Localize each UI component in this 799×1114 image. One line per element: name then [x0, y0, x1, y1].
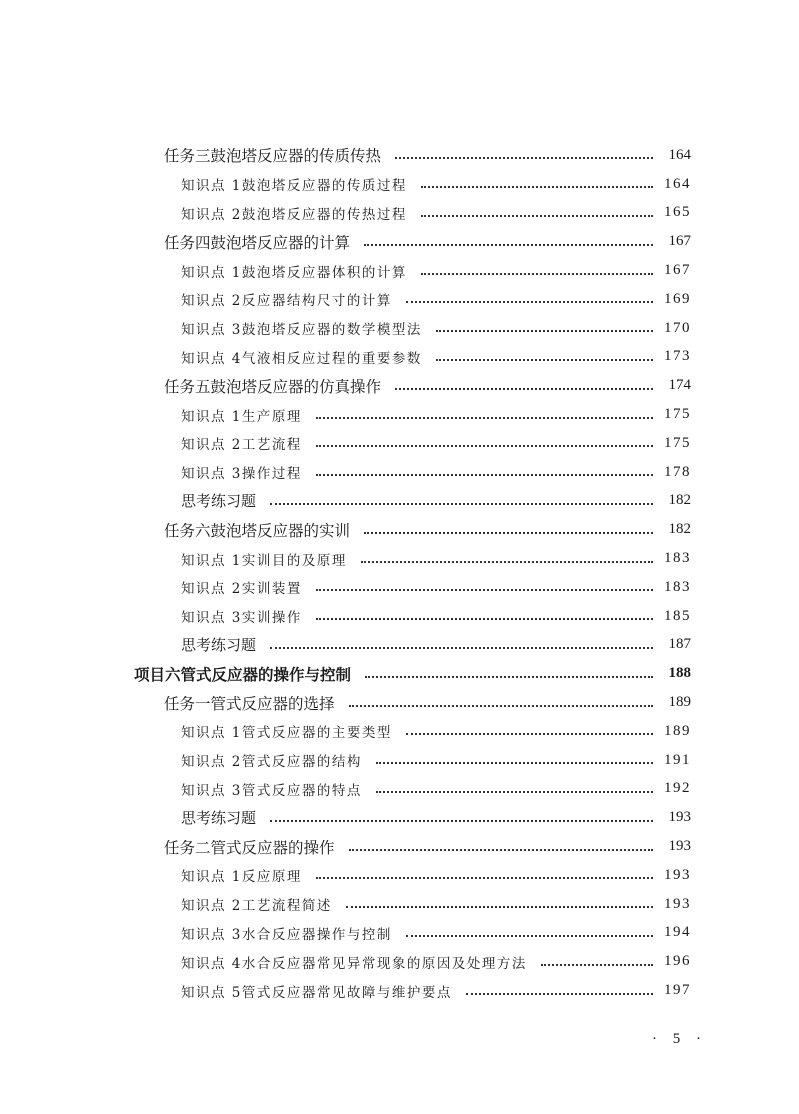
toc-entry-number: 知识点 1: [181, 264, 242, 281]
toc-entry-number: 知识点 3: [181, 610, 242, 627]
toc-entry-page: 164: [668, 146, 691, 163]
toc-entry-page: 178: [664, 463, 691, 480]
toc-entry-label: [181, 203, 407, 223]
toc-entry-point[interactable]: [0, 458, 799, 487]
toc-entry-page: 196: [664, 953, 691, 970]
toc-entry-title: 实训目的及原理: [241, 552, 347, 569]
toc-entry-label: [181, 318, 422, 338]
toc-entry-title: 反应原理: [241, 869, 302, 886]
toc-entry-page: 188: [668, 665, 691, 682]
toc-entry-label: [164, 519, 350, 541]
toc-entry-project[interactable]: [0, 659, 799, 688]
toc-entry-label: [164, 836, 335, 858]
toc-entry-number: 知识点 1: [181, 552, 242, 569]
dot-leader: [436, 330, 653, 332]
toc-entry-page: 193: [668, 809, 691, 826]
toc-entry-page: 164: [664, 175, 691, 192]
toc-entry-exercise[interactable]: [0, 803, 799, 832]
toc-entry-label: [181, 894, 332, 914]
toc-entry-number: 知识点 2: [181, 437, 242, 454]
toc-entry-label: [181, 433, 302, 453]
toc-entry-title: 管式反应器的结构: [241, 754, 362, 771]
toc-entry-number: 知识点 2: [181, 581, 242, 598]
toc-entry-page: 197: [664, 982, 691, 998]
toc-entry-page: 183: [664, 578, 691, 595]
toc-entry-exercise[interactable]: [0, 487, 799, 516]
toc-entry-number: 项目六: [134, 665, 181, 684]
toc-entry-title: 鼓泡塔反应器的传质传热: [210, 147, 382, 166]
toc-entry-label: [181, 174, 407, 194]
toc-entry-point[interactable]: [0, 199, 799, 228]
toc-entry-label: [164, 231, 350, 253]
toc-entry-title: 鼓泡塔反应器的实训: [210, 521, 351, 540]
dot-leader: [395, 388, 653, 390]
toc-entry-number: 任务三: [164, 147, 211, 166]
toc-entry-point[interactable]: [0, 343, 799, 372]
toc-entry-page: 174: [668, 377, 691, 394]
toc-entry-label: [164, 692, 335, 714]
toc-entry-label: [181, 923, 392, 943]
toc-entry-task[interactable]: [0, 832, 799, 861]
toc-entry-number: 任务五: [164, 377, 211, 396]
toc-entry-title: 思考练习题: [181, 492, 257, 511]
toc-entry-label: [181, 347, 422, 367]
toc-entry-page: 175: [664, 434, 691, 451]
toc-entry-page: 169: [664, 290, 691, 307]
toc-entry-number: 任务四: [164, 233, 211, 252]
toc-entry-title: 鼓泡塔反应器的传质过程: [241, 178, 407, 195]
toc-entry-page: 167: [668, 233, 691, 250]
toc-entry-title: 工艺流程: [241, 437, 302, 454]
toc-entry-point[interactable]: [0, 400, 799, 429]
toc-entry-point[interactable]: [0, 314, 799, 343]
toc-entry-page: 182: [668, 521, 691, 538]
toc-entry-number: 知识点 1: [181, 178, 242, 195]
toc-entry-title: 鼓泡塔反应器的计算: [210, 233, 351, 252]
toc-entry-task[interactable]: [0, 688, 799, 717]
dot-leader: [346, 906, 653, 908]
toc-entry-task[interactable]: [0, 227, 799, 256]
toc-entry-label: [181, 490, 256, 511]
toc-entry-title: 鼓泡塔反应器的传热过程: [241, 206, 407, 223]
toc-entry-page: 189: [664, 722, 691, 739]
toc-entry-number: 知识点 3: [181, 466, 242, 483]
toc-entry-title: 管式反应器的操作: [210, 838, 335, 857]
toc-entry-point[interactable]: [0, 170, 799, 199]
toc-entry-number: 知识点 4: [181, 955, 242, 972]
toc-entry-title: 管式反应器的特点: [241, 782, 362, 799]
toc-entry-task[interactable]: [0, 515, 799, 544]
toc-entry-page: 167: [664, 262, 691, 279]
toc-entry-point[interactable]: [0, 544, 799, 573]
toc-entry-task[interactable]: [0, 371, 799, 400]
toc-entry-point[interactable]: [0, 775, 799, 804]
dot-leader: [376, 762, 653, 764]
toc-entry-title: 生产原理: [241, 408, 302, 425]
toc-entry-label: [164, 375, 381, 397]
dot-leader: [436, 359, 653, 361]
toc-entry-label: [134, 663, 351, 685]
dot-leader: [364, 532, 653, 534]
toc-entry-number: 知识点 2: [181, 898, 242, 915]
toc-entry-title: 实训装置: [241, 581, 302, 598]
dot-leader: [316, 589, 653, 591]
toc-entry-page: 194: [664, 924, 691, 941]
toc-entry-page: 192: [664, 780, 691, 797]
toc-entry-title: 工艺流程简述: [241, 898, 332, 915]
dot-leader: [316, 445, 653, 447]
toc-entry-point[interactable]: [0, 573, 799, 602]
toc-entry-page: 182: [668, 492, 691, 509]
toc-entry-title: 管式反应器的主要类型: [241, 725, 392, 742]
dot-leader: [316, 618, 653, 620]
toc-entry-label: [181, 807, 256, 828]
dot-leader: [421, 215, 653, 217]
toc-entry-number: 知识点 1: [181, 408, 242, 425]
toc-entry-label: [181, 577, 302, 597]
toc-entry-point[interactable]: [0, 746, 799, 775]
toc-entry-number: 知识点 3: [181, 782, 242, 799]
toc-entry-number: 知识点 3: [181, 926, 242, 943]
dot-leader: [406, 733, 653, 735]
toc-entry-label: [181, 549, 347, 569]
toc-entry-point[interactable]: [0, 602, 799, 631]
toc-entry-task[interactable]: [0, 141, 799, 170]
toc-entry-title: 气液相反应过程的重要参数: [241, 350, 422, 367]
toc-entry-number: 知识点 5: [181, 984, 242, 1001]
dot-leader: [270, 820, 653, 822]
toc-entry-label: [181, 261, 407, 281]
toc-entry-point[interactable]: [0, 717, 799, 746]
toc-entry-point[interactable]: [0, 429, 799, 458]
toc-entry-number: 任务六: [164, 521, 211, 540]
toc-entry-exercise[interactable]: [0, 631, 799, 660]
toc-entry-point[interactable]: [0, 919, 799, 948]
toc-entry-page: 175: [664, 406, 691, 423]
toc-entry-page: 191: [664, 751, 691, 768]
toc-entry-label: [181, 981, 452, 1001]
dot-leader: [421, 273, 653, 275]
toc-entry-page: 170: [664, 319, 691, 336]
page-number: · 5 ·: [652, 1031, 707, 1047]
toc-entry-title: 思考练习题: [181, 636, 257, 655]
toc-entry-title: 水合反应器常见异常现象的原因及处理方法: [241, 955, 527, 972]
toc-entry-number: 知识点 1: [181, 869, 242, 886]
toc-entry-number: 知识点 2: [181, 206, 242, 223]
toc-entry-number: 知识点 4: [181, 350, 242, 367]
dot-leader: [349, 849, 653, 851]
toc-entry-number: 知识点 2: [181, 293, 242, 310]
toc-entry-number: 任务二: [164, 838, 211, 857]
toc-entry-label: [181, 606, 302, 626]
toc-entry-label: [181, 865, 302, 885]
dot-leader: [349, 705, 653, 707]
toc-entry-point[interactable]: [0, 890, 799, 919]
toc-entry-point[interactable]: [0, 947, 799, 976]
toc-entry-page: 187: [668, 636, 691, 653]
dot-leader: [395, 157, 653, 159]
toc-entry-title: 鼓泡塔反应器体积的计算: [241, 264, 407, 281]
toc-entry-page: 193: [668, 838, 691, 855]
toc-entry-label: [181, 405, 302, 425]
toc-entry-number: 知识点 2: [181, 754, 242, 771]
toc-entry-title: 操作过程: [241, 466, 302, 483]
toc-entry-point[interactable]: [0, 285, 799, 314]
toc-entry-label: [181, 721, 392, 741]
toc-entry-number: 知识点 3: [181, 322, 242, 339]
dot-leader: [466, 993, 653, 995]
toc-entry-label: [181, 289, 392, 309]
dot-leader: [406, 935, 653, 937]
toc-entry-label: [181, 750, 362, 770]
dot-leader: [541, 964, 653, 966]
toc-entry-title: 水合反应器操作与控制: [241, 926, 392, 943]
toc-entry-title: 反应器结构尺寸的计算: [241, 293, 392, 310]
dot-leader: [376, 791, 653, 793]
toc-entry-title: 实训操作: [241, 610, 302, 627]
toc-entry-label: [164, 144, 381, 166]
toc-entry-point[interactable]: [0, 256, 799, 285]
toc-entry-point[interactable]: [0, 976, 799, 1005]
toc-entry-label: [181, 634, 256, 655]
toc-entry-number: 任务一: [164, 694, 211, 713]
toc-entry-title: 管式反应器的选择: [210, 694, 335, 713]
dot-leader: [361, 561, 653, 563]
table-of-contents: [0, 141, 799, 1005]
toc-entry-title: 思考练习题: [181, 809, 257, 828]
dot-leader: [364, 244, 653, 246]
toc-entry-page: 193: [664, 866, 691, 883]
dot-leader: [316, 877, 653, 879]
dot-leader: [316, 417, 653, 419]
toc-entry-label: [181, 779, 362, 799]
toc-entry-page: 193: [664, 895, 691, 912]
toc-entry-page: 173: [664, 348, 691, 365]
toc-entry-title: 管式反应器常见故障与维护要点: [241, 984, 452, 1001]
toc-entry-number: 知识点 1: [181, 725, 242, 742]
dot-leader: [316, 474, 653, 476]
toc-entry-title: 鼓泡塔反应器的数学模型法: [241, 322, 422, 339]
dot-leader: [270, 503, 653, 505]
dot-leader: [270, 647, 653, 649]
toc-entry-page: 165: [664, 204, 691, 221]
toc-entry-page: 185: [664, 607, 691, 624]
toc-entry-title: 管式反应器的操作与控制: [180, 665, 352, 684]
toc-entry-label: [181, 952, 527, 972]
dot-leader: [365, 676, 653, 678]
toc-entry-page: 183: [664, 550, 691, 567]
dot-leader: [406, 301, 653, 303]
toc-entry-label: [181, 462, 302, 482]
toc-entry-title: 鼓泡塔反应器的仿真操作: [210, 377, 382, 396]
toc-entry-page: 189: [668, 694, 691, 711]
dot-leader: [421, 186, 653, 188]
toc-entry-point[interactable]: [0, 861, 799, 890]
